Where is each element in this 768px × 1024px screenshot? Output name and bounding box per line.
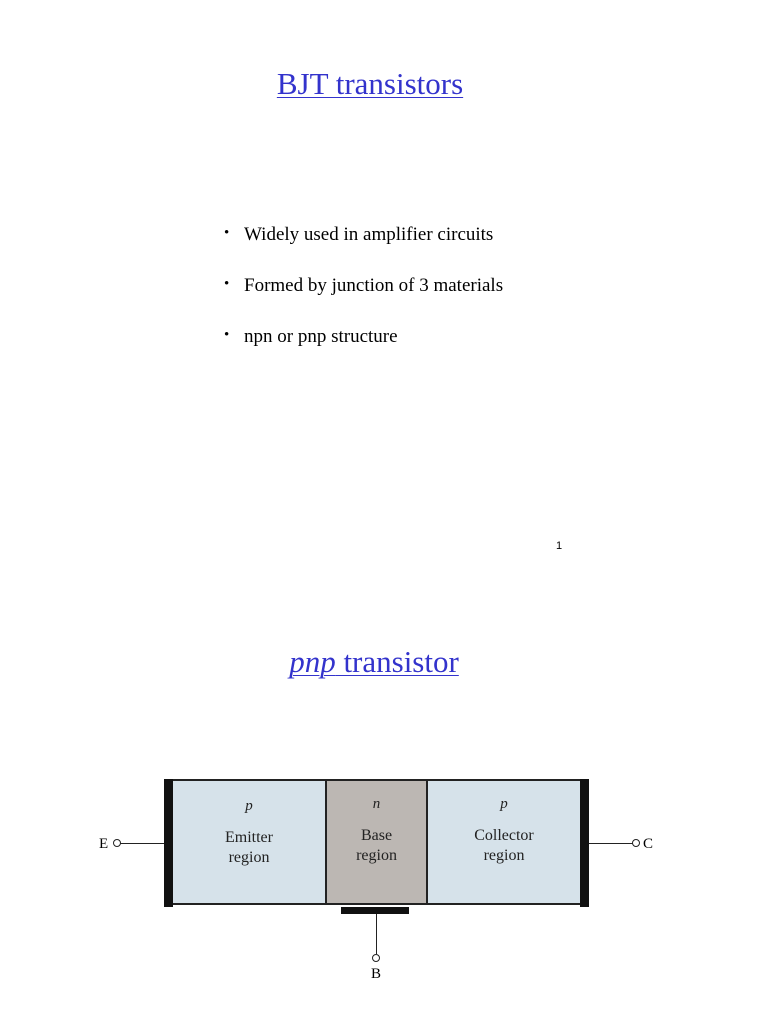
emitter-region [173, 779, 327, 905]
base-lead [376, 914, 377, 954]
base-region [327, 779, 428, 905]
bullet-icon: • [224, 327, 230, 343]
page-number: 1 [556, 540, 563, 552]
title-italic-part: pnp [289, 644, 336, 679]
collector-label-line2: region [483, 847, 525, 864]
collector-contact-bar [580, 779, 589, 907]
emitter-terminal-icon [113, 839, 121, 847]
collector-terminal-icon [632, 839, 640, 847]
bullet-text: Widely used in amplifier circuits [244, 224, 494, 245]
base-terminal-icon [372, 954, 380, 962]
collector-terminal-label: C [643, 836, 654, 852]
emitter-terminal-label: E [99, 836, 109, 852]
slide-title [0, 644, 748, 680]
bullet-item [224, 326, 503, 348]
base-label [327, 826, 426, 866]
collector-type: p [500, 796, 508, 812]
bullet-text: npn or pnp structure [244, 326, 398, 347]
base-terminal-label: B [371, 966, 382, 982]
bullet-item [224, 224, 503, 246]
collector-label [428, 826, 580, 866]
collector-region [428, 779, 580, 905]
emitter-contact-bar [164, 779, 173, 907]
pnp-transistor-diagram [92, 770, 672, 990]
collector-lead [589, 843, 633, 844]
emitter-label [173, 828, 325, 868]
emitter-lead [120, 843, 164, 844]
collector-label-line1: Collector [474, 827, 534, 844]
base-label-line2: region [356, 847, 397, 864]
base-contact-bar [341, 907, 409, 914]
base-type: n [372, 796, 381, 812]
emitter-type: p [245, 798, 253, 814]
bullet-list [224, 224, 503, 377]
bullet-icon: • [224, 225, 230, 241]
bullet-text: Formed by junction of 3 materials [244, 275, 504, 296]
emitter-label-line2: region [228, 849, 270, 866]
bullet-icon: • [224, 276, 230, 292]
slide-title: BJT transistors [276, 66, 464, 101]
title-rest: transistor [335, 644, 459, 679]
slide-pnp-transistor [0, 580, 768, 1024]
emitter-label-line1: Emitter [225, 829, 273, 846]
base-label-line1: Base [360, 827, 393, 844]
bullet-item [224, 275, 503, 297]
